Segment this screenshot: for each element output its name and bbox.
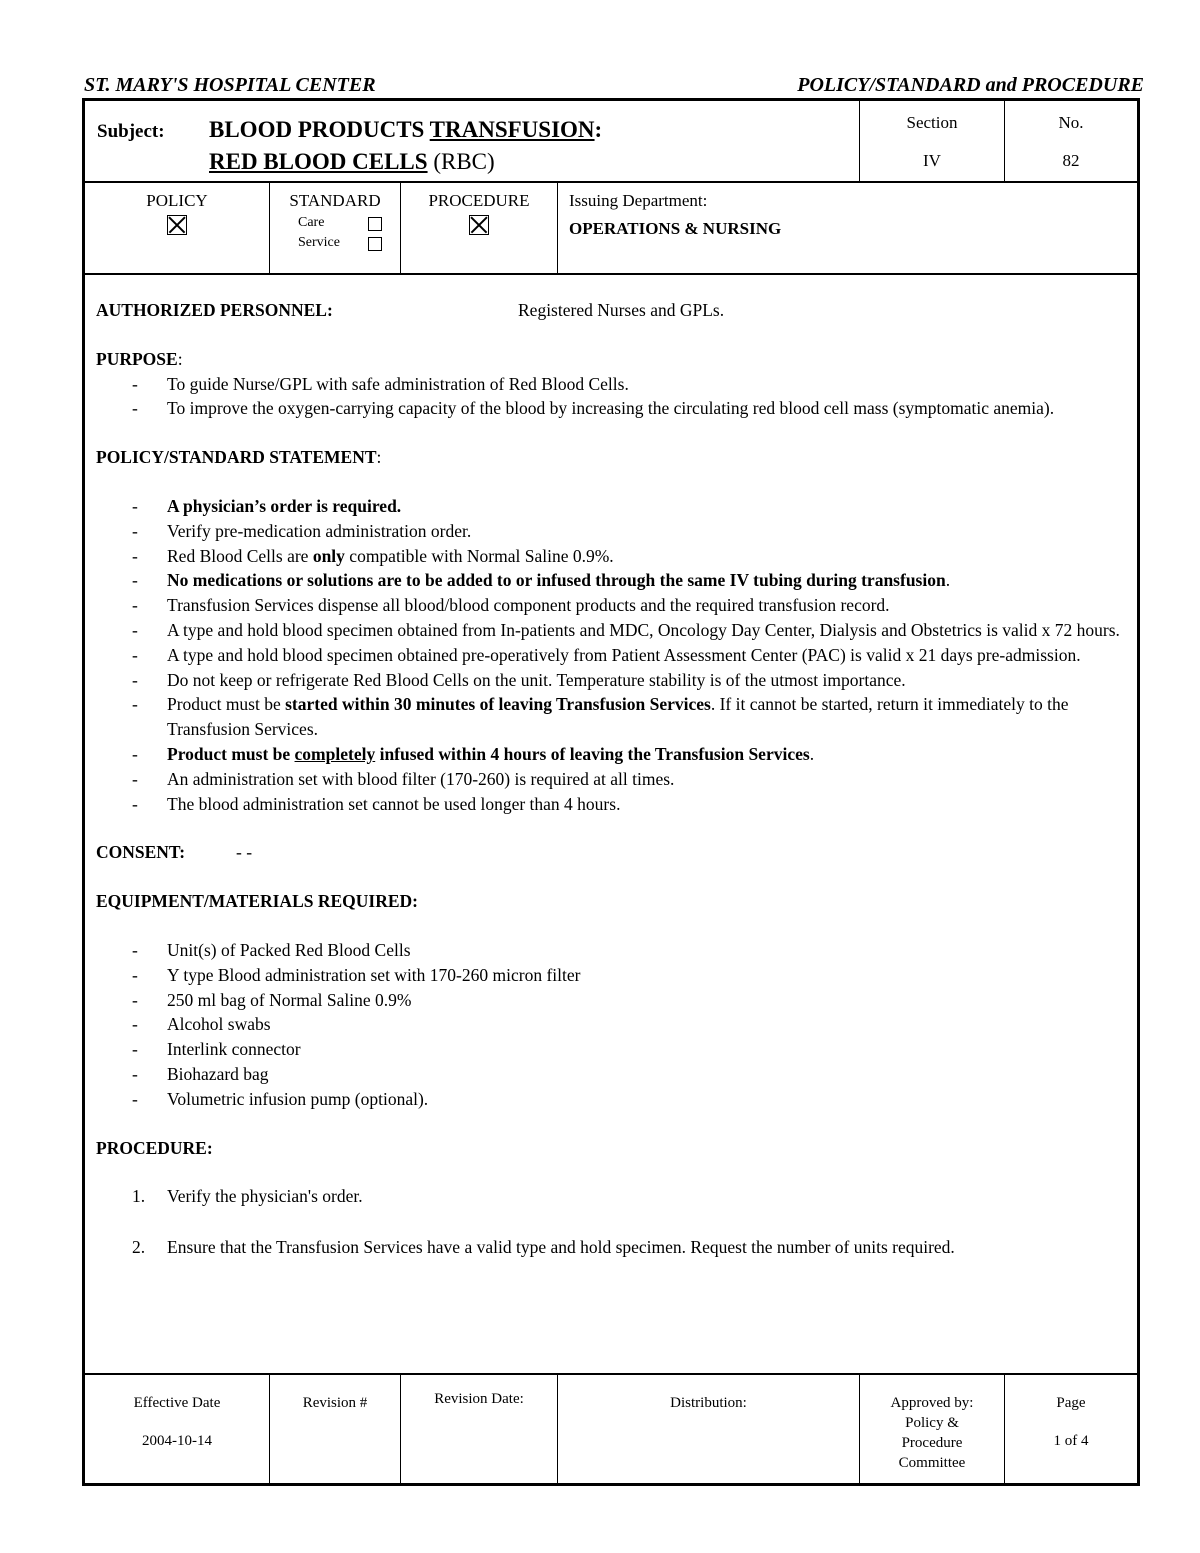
hospital-name: ST. MARY'S HOSPITAL CENTER bbox=[84, 74, 376, 96]
service-label: Service bbox=[298, 235, 340, 250]
step-number: 2. bbox=[132, 1237, 146, 1258]
consent-label: CONSENT: bbox=[96, 842, 186, 863]
procedure-step bbox=[96, 1235, 1126, 1260]
subject-title-line2 bbox=[209, 149, 495, 175]
standard-label: STANDARD bbox=[289, 191, 381, 210]
policy-statement-heading: POLICY/STANDARD STATEMENT: bbox=[96, 447, 382, 468]
purpose-list bbox=[96, 372, 1126, 422]
procedure-heading: PROCEDURE: bbox=[96, 1137, 213, 1158]
policy-type bbox=[85, 191, 269, 240]
list-item: - A type and hold blood specimen obtained pre-operatively from Patient Assessment Center (PAC) is valid x 21 days pre-admission. bbox=[96, 643, 1126, 668]
procedure-step bbox=[96, 1184, 1126, 1209]
list-item: - Red Blood Cells are only compatible with Normal Saline 0.9%. bbox=[96, 544, 1126, 569]
list-item: - To guide Nurse/GPL with safe administration of Red Blood Cells. bbox=[96, 372, 1126, 397]
step-number: 1. bbox=[132, 1186, 146, 1207]
subject-label: Subject: bbox=[97, 121, 165, 142]
approved-by-label: Approved by: bbox=[890, 1395, 974, 1411]
care-checkbox[interactable] bbox=[368, 217, 382, 231]
subject-text: (RBC) bbox=[427, 149, 495, 174]
list-item: - Alcohol swabs bbox=[96, 1012, 1126, 1037]
consent bbox=[96, 840, 1126, 865]
policy-checkbox-checked[interactable] bbox=[167, 215, 187, 235]
number-label: No. bbox=[1058, 113, 1084, 132]
authorized-personnel bbox=[96, 298, 1126, 323]
list-item: - Verify pre-medication administration order. bbox=[96, 519, 1126, 544]
issuing-department-value: OPERATIONS & NURSING bbox=[569, 219, 782, 238]
procedure-label: PROCEDURE bbox=[428, 191, 530, 210]
subject-text-underlined: RED BLOOD CELLS bbox=[209, 149, 428, 174]
list-item: - 250 ml bag of Normal Saline 0.9% bbox=[96, 988, 1126, 1013]
policy-label: POLICY bbox=[146, 191, 208, 210]
procedure-checkbox-checked[interactable] bbox=[469, 215, 489, 235]
list-item: - An administration set with blood filter (170-260) is required at all times. bbox=[96, 767, 1126, 792]
list-item: - Interlink connector bbox=[96, 1037, 1126, 1062]
service-checkbox[interactable] bbox=[368, 237, 382, 251]
page-label: Page bbox=[1056, 1395, 1086, 1411]
list-item: - To improve the oxygen-carrying capacity of the blood by increasing the circulating red blood cell mass (symptomatic anemia). bbox=[96, 396, 1126, 421]
list-item: - Biohazard bag bbox=[96, 1062, 1126, 1087]
divider bbox=[85, 1373, 1137, 1375]
list-item: - A physician’s order is required. bbox=[96, 494, 1126, 519]
document-type: POLICY/STANDARD and PROCEDURE bbox=[797, 74, 1144, 96]
divider bbox=[859, 1374, 860, 1483]
authorized-personnel-value: Registered Nurses and GPLs. bbox=[518, 300, 725, 320]
list-item: - Y type Blood administration set with 170-260 micron filter bbox=[96, 963, 1126, 988]
divider bbox=[557, 1374, 558, 1483]
procedure-steps bbox=[96, 1184, 1126, 1260]
list-item: - Product must be completely infused within 4 hours of leaving the Transfusion Services. bbox=[96, 742, 1126, 767]
procedure-type bbox=[401, 191, 557, 240]
list-item: - Unit(s) of Packed Red Blood Cells bbox=[96, 938, 1126, 963]
consent-value: - - bbox=[236, 842, 253, 863]
equipment-list bbox=[96, 938, 1126, 1112]
list-item: - The blood administration set cannot be used longer than 4 hours. bbox=[96, 792, 1126, 817]
effective-date-value: 2004-10-14 bbox=[142, 1433, 212, 1449]
page-number: 1 of 4 bbox=[1053, 1433, 1089, 1449]
purpose-heading: PURPOSE: bbox=[96, 348, 183, 369]
list-item: - No medications or solutions are to be added to or infused through the same IV tubing during transfusion. bbox=[96, 568, 1126, 593]
policy-statement-label: POLICY/STANDARD STATEMENT bbox=[96, 447, 377, 468]
divider bbox=[557, 182, 558, 274]
authorized-personnel-label: AUTHORIZED PERSONNEL: bbox=[96, 300, 333, 320]
step-text: Ensure that the Transfusion Services have a valid type and hold specimen. Request the number of units required. bbox=[167, 1237, 955, 1258]
divider bbox=[269, 1374, 270, 1483]
list-item: - Volumetric infusion pump (optional). bbox=[96, 1087, 1126, 1112]
policy-statement-list bbox=[96, 494, 1126, 816]
subject-text: BLOOD PRODUCTS bbox=[209, 117, 430, 142]
subject-text-underlined: TRANSFUSION bbox=[429, 117, 595, 142]
revision-number-label: Revision # bbox=[302, 1395, 368, 1411]
divider bbox=[85, 181, 1137, 183]
subject-text: : bbox=[594, 117, 603, 142]
approved-by-value: Policy & Procedure Committee bbox=[898, 1415, 966, 1471]
number-value: 82 bbox=[1062, 151, 1080, 170]
divider bbox=[1004, 1374, 1005, 1483]
effective-date-label: Effective Date bbox=[133, 1395, 221, 1411]
standard-type bbox=[270, 191, 400, 250]
divider bbox=[85, 273, 1137, 275]
list-item: - Do not keep or refrigerate Red Blood Cells on the unit. Temperature stability is of the utmost importance. bbox=[96, 668, 1126, 693]
issuing-department-label: Issuing Department: bbox=[569, 191, 708, 210]
section-value: IV bbox=[923, 151, 941, 170]
equipment-heading: EQUIPMENT/MATERIALS REQUIRED: bbox=[96, 891, 418, 912]
distribution-label: Distribution: bbox=[670, 1395, 747, 1411]
step-text: Verify the physician's order. bbox=[167, 1186, 363, 1207]
care-label: Care bbox=[298, 215, 325, 230]
page-header bbox=[84, 74, 1144, 96]
list-item: - Transfusion Services dispense all blood/blood component products and the required transfusion record. bbox=[96, 593, 1126, 618]
list-item: - A type and hold blood specimen obtained from In-patients and MDC, Oncology Day Center, Dialysis and Obstetrics is valid x 72 hours. bbox=[96, 618, 1126, 643]
subject-title-line1 bbox=[209, 117, 602, 143]
revision-date-label: Revision Date: bbox=[434, 1391, 524, 1407]
document-body bbox=[96, 298, 1126, 1260]
purpose-label: PURPOSE bbox=[96, 348, 178, 369]
list-item: - Product must be started within 30 minutes of leaving Transfusion Services. If it cannot be started, return it immediately to the Transfusion Services. bbox=[96, 692, 1126, 742]
section-label: Section bbox=[906, 113, 958, 132]
